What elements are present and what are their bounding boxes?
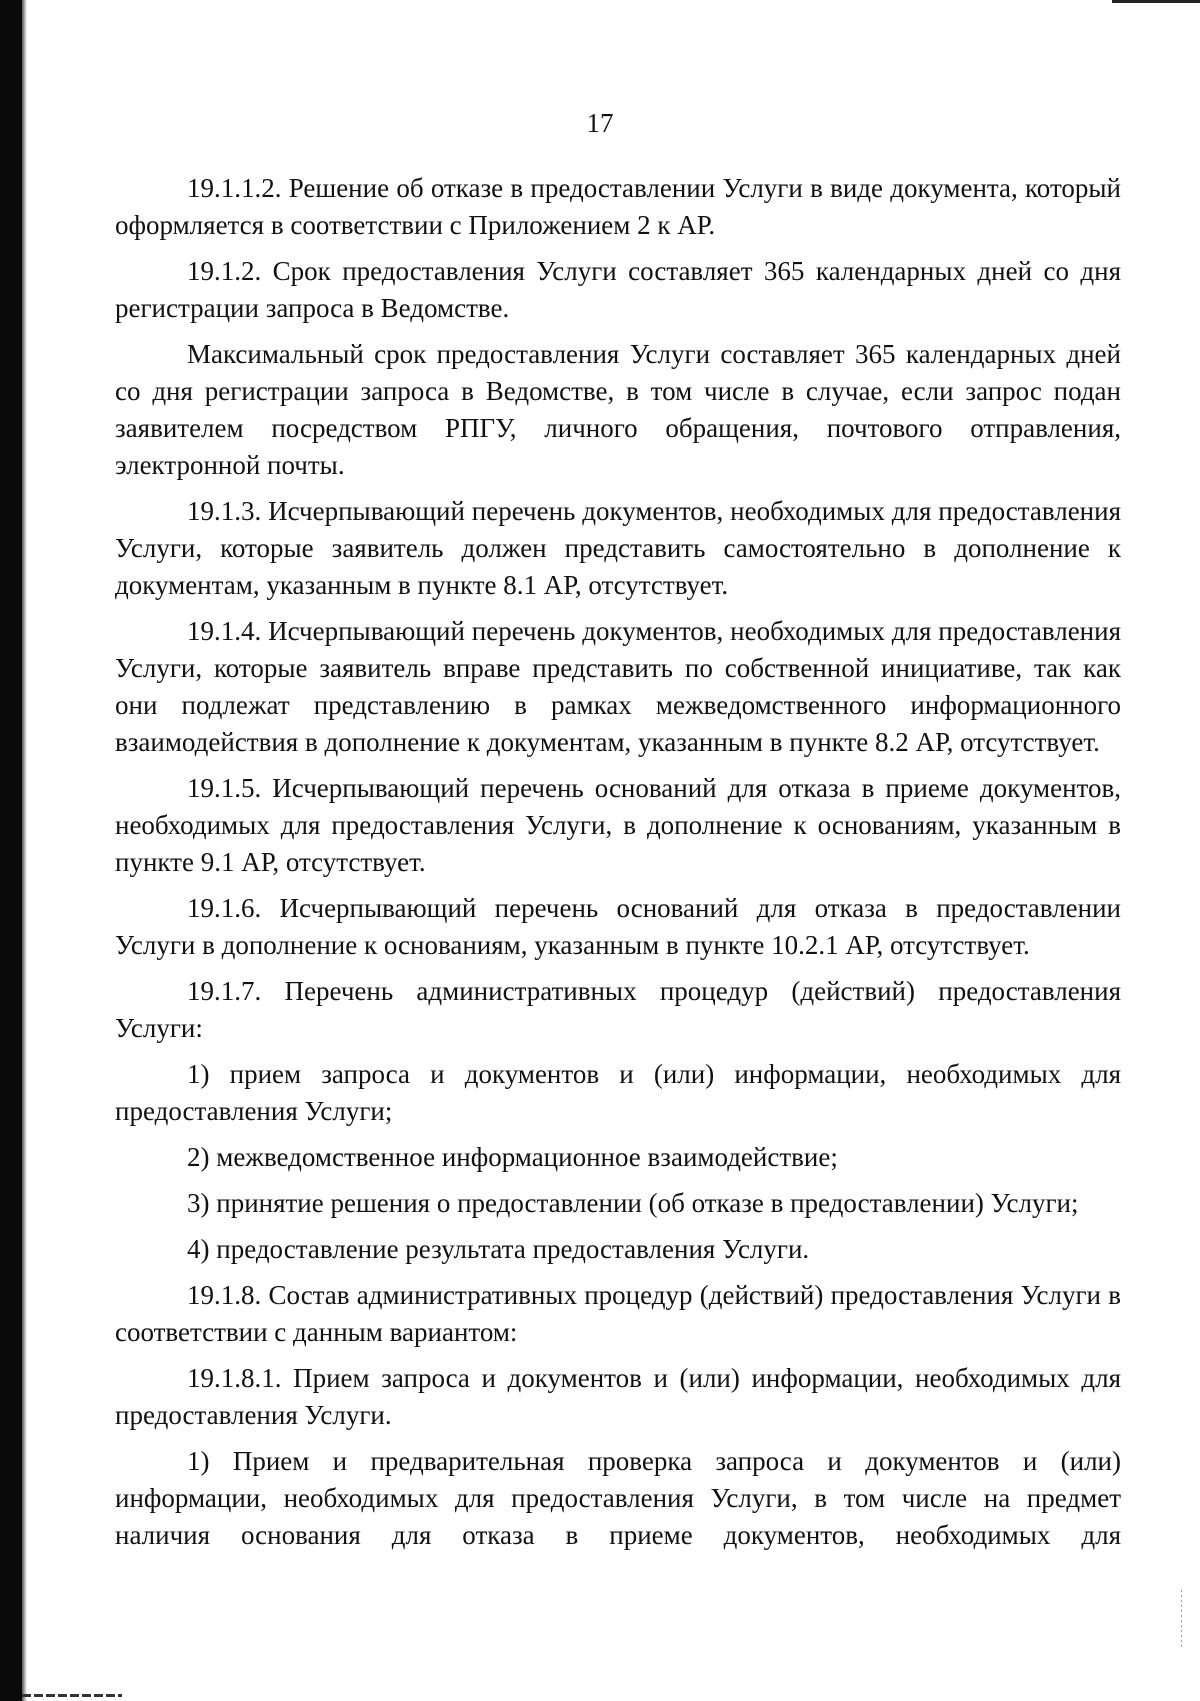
list-item-3: 3) принятие решения о предоставлении (об отказе в предоставлении) Услуги; — [187, 1188, 1079, 1218]
document-body — [115, 170, 1121, 1554]
scan-top-rule — [1112, 0, 1200, 3]
scan-bottom-dash — [22, 1694, 122, 1697]
paragraph-procedure-1: 1) Прием и предварительная проверка запроса и документов и (или) информации, необходимых для предоставления Услуги, в том числе на предмет наличия основания для отказа в приеме документов, необходимых для — [115, 1446, 1121, 1550]
paragraph-19-1-3: 19.1.3. Исчерпывающий перечень документов, необходимых для предоставления Услуги, которые заявитель должен представить самостоятельно в дополнение к документам, указанным в пункте 8.1 АР, отсутствует. — [115, 496, 1121, 600]
paragraph-19-1-8: 19.1.8. Состав административных процедур (действий) предоставления Услуги в соответствии с данным вариантом: — [115, 1280, 1121, 1347]
paragraph-19-1-5: 19.1.5. Исчерпывающий перечень оснований для отказа в приеме документов, необходимых для предоставления Услуги, в дополнение к основаниям, указанным в пункте 9.1 АР, отсутствует. — [115, 773, 1121, 877]
paragraph-19-1-8-1: 19.1.8.1. Прием запроса и документов и (или) информации, необходимых для предоставления Услуги. — [115, 1363, 1121, 1430]
scan-left-border-fade — [22, 0, 27, 1701]
paragraph-19-1-4: 19.1.4. Исчерпывающий перечень документов, необходимых для предоставления Услуги, которые заявитель вправе представить по собственной инициативе, так как они подлежат представлению в рамках межведомственного информационного взаимодействия в дополнение к документам, указанным в пункте 8.2 АР, отсутствует. — [115, 616, 1121, 757]
scan-left-border — [0, 0, 22, 1701]
page-number: 17 — [586, 108, 614, 138]
paragraph-19-1-1-2: 19.1.1.2. Решение об отказе в предоставлении Услуги в виде документа, который оформляется в соответствии с Приложением 2 к АР. — [115, 173, 1121, 240]
scan-right-speck — [1181, 1590, 1182, 1650]
list-item-2: 2) межведомственное информационное взаимодействие; — [187, 1142, 838, 1172]
paragraph-19-1-7: 19.1.7. Перечень административных процедур (действий) предоставления Услуги: — [115, 976, 1121, 1043]
paragraph-max-term: Максимальный срок предоставления Услуги составляет 365 календарных дней со дня регистрации запроса в Ведомстве, в том числе в случае, если запрос подан заявителем посредством РПГУ, личного обращения, почтового отправления, электронной почты. — [115, 339, 1121, 480]
paragraph-19-1-6: 19.1.6. Исчерпывающий перечень оснований для отказа в предоставлении Услуги в дополнение к основаниям, указанным в пункте 10.2.1 АР, отсутствует. — [115, 893, 1121, 960]
paragraph-19-1-2: 19.1.2. Срок предоставления Услуги составляет 365 календарных дней со дня регистрации запроса в Ведомстве. — [115, 256, 1121, 323]
list-item-1: 1) прием запроса и документов и (или) информации, необходимых для предоставления Услуги; — [115, 1059, 1121, 1126]
list-item-4: 4) предоставление результата предоставления Услуги. — [187, 1234, 810, 1264]
